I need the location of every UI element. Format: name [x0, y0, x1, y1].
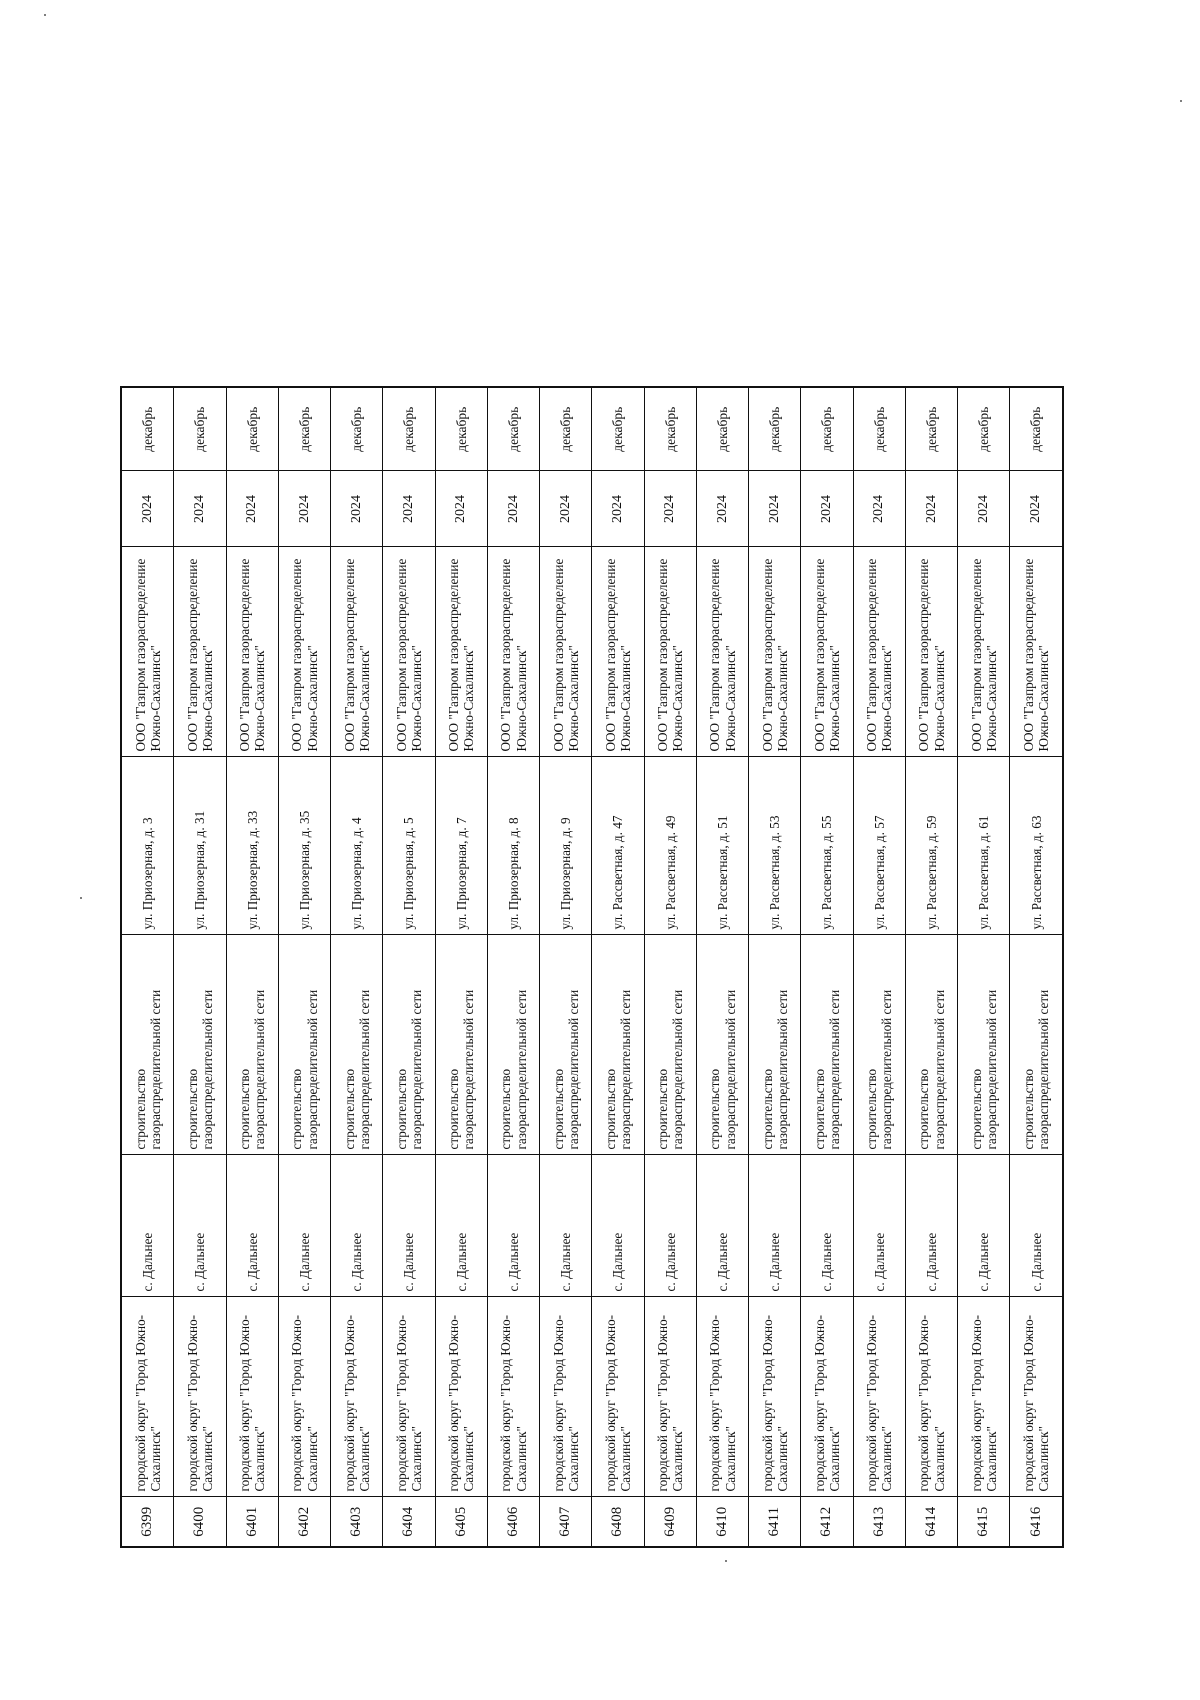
cell-work-type: строительство газораспределительной сети — [696, 935, 748, 1155]
cell-work-type: строительство газораспределительной сети — [905, 935, 957, 1155]
cell-locality: с. Дальнее — [905, 1155, 957, 1297]
cell-number: 6411 — [749, 1497, 801, 1547]
cell-year: 2024 — [905, 471, 957, 547]
cell-owner: ООО "Газпром газораспределение Южно-Сахалинск" — [278, 547, 330, 757]
cell-work-type: строительство газораспределительной сети — [592, 935, 644, 1155]
cell-municipality: городской округ "Город Южно-Сахалинск" — [958, 1297, 1010, 1497]
cell-locality: с. Дальнее — [487, 1155, 539, 1297]
cell-year: 2024 — [853, 471, 905, 547]
cell-owner: ООО "Газпром газораспределение Южно-Сахалинск" — [905, 547, 957, 757]
cell-month: декабрь — [174, 387, 226, 471]
cell-year: 2024 — [121, 471, 174, 547]
register-table — [120, 386, 1064, 1548]
table-row — [331, 387, 383, 1547]
cell-number: 6407 — [540, 1497, 592, 1547]
cell-number: 6413 — [853, 1497, 905, 1547]
cell-owner: ООО "Газпром газораспределение Южно-Сахалинск" — [121, 547, 174, 757]
cell-year: 2024 — [174, 471, 226, 547]
table-row — [958, 387, 1010, 1547]
cell-work-type: строительство газораспределительной сети — [331, 935, 383, 1155]
cell-municipality: городской округ "Город Южно-Сахалинск" — [801, 1297, 853, 1497]
cell-month: декабрь — [331, 387, 383, 471]
cell-municipality: городской округ "Город Южно-Сахалинск" — [540, 1297, 592, 1497]
table-row — [435, 387, 487, 1547]
cell-municipality: городской округ "Город Южно-Сахалинск" — [696, 1297, 748, 1497]
cell-work-type: строительство газораспределительной сети — [749, 935, 801, 1155]
cell-work-type: строительство газораспределительной сети — [174, 935, 226, 1155]
cell-municipality: городской округ "Город Южно-Сахалинск" — [121, 1297, 174, 1497]
cell-municipality: городской округ "Город Южно-Сахалинск" — [749, 1297, 801, 1497]
scan-speck — [725, 1560, 727, 1562]
cell-locality: с. Дальнее — [226, 1155, 278, 1297]
cell-owner: ООО "Газпром газораспределение Южно-Сахалинск" — [540, 547, 592, 757]
cell-address: ул. Приозерная, д. 3 — [121, 757, 174, 935]
scan-speck — [1180, 100, 1182, 102]
cell-locality: с. Дальнее — [383, 1155, 435, 1297]
cell-locality: с. Дальнее — [278, 1155, 330, 1297]
cell-owner: ООО "Газпром газораспределение Южно-Сахалинск" — [592, 547, 644, 757]
cell-work-type: строительство газораспределительной сети — [487, 935, 539, 1155]
table-row — [278, 387, 330, 1547]
cell-number: 6416 — [1010, 1497, 1063, 1547]
cell-address: ул. Приозерная, д. 9 — [540, 757, 592, 935]
cell-number: 6409 — [644, 1497, 696, 1547]
cell-number: 6414 — [905, 1497, 957, 1547]
cell-year: 2024 — [801, 471, 853, 547]
cell-municipality: городской округ "Город Южно-Сахалинск" — [487, 1297, 539, 1497]
cell-owner: ООО "Газпром газораспределение Южно-Сахалинск" — [853, 547, 905, 757]
cell-month: декабрь — [121, 387, 174, 471]
cell-number: 6404 — [383, 1497, 435, 1547]
table-row — [749, 387, 801, 1547]
cell-number: 6402 — [278, 1497, 330, 1547]
cell-locality: с. Дальнее — [853, 1155, 905, 1297]
cell-address: ул. Рассветная, д. 57 — [853, 757, 905, 935]
cell-address: ул. Рассветная, д. 47 — [592, 757, 644, 935]
cell-work-type: строительство газораспределительной сети — [801, 935, 853, 1155]
cell-address: ул. Рассветная, д. 63 — [1010, 757, 1063, 935]
cell-owner: ООО "Газпром газораспределение Южно-Сахалинск" — [1010, 547, 1063, 757]
cell-locality: с. Дальнее — [435, 1155, 487, 1297]
cell-year: 2024 — [278, 471, 330, 547]
cell-month: декабрь — [853, 387, 905, 471]
cell-number: 6400 — [174, 1497, 226, 1547]
cell-address: ул. Рассветная, д. 55 — [801, 757, 853, 935]
table-row — [644, 387, 696, 1547]
cell-month: декабрь — [644, 387, 696, 471]
table-row — [592, 387, 644, 1547]
table-row — [121, 387, 174, 1547]
cell-address: ул. Рассветная, д. 53 — [749, 757, 801, 935]
cell-work-type: строительство газораспределительной сети — [226, 935, 278, 1155]
table-row — [383, 387, 435, 1547]
cell-work-type: строительство газораспределительной сети — [644, 935, 696, 1155]
cell-address: ул. Рассветная, д. 61 — [958, 757, 1010, 935]
cell-month: декабрь — [487, 387, 539, 471]
cell-owner: ООО "Газпром газораспределение Южно-Сахалинск" — [749, 547, 801, 757]
table-body — [121, 387, 1063, 1547]
cell-municipality: городской округ "Город Южно-Сахалинск" — [278, 1297, 330, 1497]
cell-month: декабрь — [592, 387, 644, 471]
table-row — [905, 387, 957, 1547]
cell-year: 2024 — [1010, 471, 1063, 547]
cell-number: 6403 — [331, 1497, 383, 1547]
cell-locality: с. Дальнее — [331, 1155, 383, 1297]
cell-year: 2024 — [540, 471, 592, 547]
cell-owner: ООО "Газпром газораспределение Южно-Сахалинск" — [696, 547, 748, 757]
cell-address: ул. Рассветная, д. 59 — [905, 757, 957, 935]
cell-municipality: городской округ "Город Южно-Сахалинск" — [435, 1297, 487, 1497]
cell-work-type: строительство газораспределительной сети — [540, 935, 592, 1155]
cell-month: декабрь — [540, 387, 592, 471]
cell-locality: с. Дальнее — [958, 1155, 1010, 1297]
cell-locality: с. Дальнее — [540, 1155, 592, 1297]
cell-locality: с. Дальнее — [801, 1155, 853, 1297]
cell-number: 6415 — [958, 1497, 1010, 1547]
cell-work-type: строительство газораспределительной сети — [435, 935, 487, 1155]
scan-speck — [80, 897, 82, 899]
cell-owner: ООО "Газпром газораспределение Южно-Сахалинск" — [487, 547, 539, 757]
cell-address: ул. Приозерная, д. 5 — [383, 757, 435, 935]
cell-work-type: строительство газораспределительной сети — [278, 935, 330, 1155]
cell-year: 2024 — [592, 471, 644, 547]
cell-address: ул. Рассветная, д. 49 — [644, 757, 696, 935]
cell-owner: ООО "Газпром газораспределение Южно-Сахалинск" — [174, 547, 226, 757]
cell-address: ул. Приозерная, д. 7 — [435, 757, 487, 935]
cell-number: 6410 — [696, 1497, 748, 1547]
cell-month: декабрь — [226, 387, 278, 471]
cell-number: 6408 — [592, 1497, 644, 1547]
cell-year: 2024 — [696, 471, 748, 547]
cell-number: 6405 — [435, 1497, 487, 1547]
cell-owner: ООО "Газпром газораспределение Южно-Сахалинск" — [644, 547, 696, 757]
rotated-page — [120, 388, 1064, 1548]
cell-year: 2024 — [331, 471, 383, 547]
cell-year: 2024 — [644, 471, 696, 547]
cell-month: декабрь — [383, 387, 435, 471]
table-row — [487, 387, 539, 1547]
cell-locality: с. Дальнее — [121, 1155, 174, 1297]
table-row — [853, 387, 905, 1547]
cell-work-type: строительство газораспределительной сети — [383, 935, 435, 1155]
cell-municipality: городской округ "Город Южно-Сахалинск" — [226, 1297, 278, 1497]
cell-municipality: городской округ "Город Южно-Сахалинск" — [383, 1297, 435, 1497]
cell-month: декабрь — [1010, 387, 1063, 471]
cell-number: 6406 — [487, 1497, 539, 1547]
scan-speck — [44, 14, 46, 16]
cell-municipality: городской округ "Город Южно-Сахалинск" — [592, 1297, 644, 1497]
cell-owner: ООО "Газпром газораспределение Южно-Сахалинск" — [383, 547, 435, 757]
cell-year: 2024 — [383, 471, 435, 547]
table-row — [1010, 387, 1063, 1547]
cell-municipality: городской округ "Город Южно-Сахалинск" — [905, 1297, 957, 1497]
cell-month: декабрь — [801, 387, 853, 471]
cell-address: ул. Приозерная, д. 33 — [226, 757, 278, 935]
cell-month: декабрь — [749, 387, 801, 471]
cell-locality: с. Дальнее — [749, 1155, 801, 1297]
table-row — [540, 387, 592, 1547]
cell-month: декабрь — [278, 387, 330, 471]
cell-locality: с. Дальнее — [1010, 1155, 1063, 1297]
cell-locality: с. Дальнее — [592, 1155, 644, 1297]
cell-number: 6412 — [801, 1497, 853, 1547]
cell-month: декабрь — [696, 387, 748, 471]
cell-number: 6401 — [226, 1497, 278, 1547]
table-row — [226, 387, 278, 1547]
cell-address: ул. Приозерная, д. 31 — [174, 757, 226, 935]
cell-year: 2024 — [487, 471, 539, 547]
cell-locality: с. Дальнее — [644, 1155, 696, 1297]
cell-owner: ООО "Газпром газораспределение Южно-Сахалинск" — [435, 547, 487, 757]
cell-owner: ООО "Газпром газораспределение Южно-Сахалинск" — [331, 547, 383, 757]
cell-locality: с. Дальнее — [696, 1155, 748, 1297]
cell-owner: ООО "Газпром газораспределение Южно-Сахалинск" — [958, 547, 1010, 757]
cell-year: 2024 — [958, 471, 1010, 547]
cell-address: ул. Приозерная, д. 4 — [331, 757, 383, 935]
cell-month: декабрь — [958, 387, 1010, 471]
cell-locality: с. Дальнее — [174, 1155, 226, 1297]
cell-municipality: городской округ "Город Южно-Сахалинск" — [331, 1297, 383, 1497]
cell-month: декабрь — [435, 387, 487, 471]
cell-work-type: строительство газораспределительной сети — [121, 935, 174, 1155]
cell-owner: ООО "Газпром газораспределение Южно-Сахалинск" — [801, 547, 853, 757]
cell-work-type: строительство газораспределительной сети — [958, 935, 1010, 1155]
cell-work-type: строительство газораспределительной сети — [853, 935, 905, 1155]
table-row — [174, 387, 226, 1547]
table-row — [801, 387, 853, 1547]
cell-year: 2024 — [435, 471, 487, 547]
cell-year: 2024 — [749, 471, 801, 547]
cell-year: 2024 — [226, 471, 278, 547]
cell-owner: ООО "Газпром газораспределение Южно-Сахалинск" — [226, 547, 278, 757]
cell-municipality: городской округ "Город Южно-Сахалинск" — [174, 1297, 226, 1497]
cell-municipality: городской округ "Город Южно-Сахалинск" — [644, 1297, 696, 1497]
table-row — [696, 387, 748, 1547]
cell-municipality: городской округ "Город Южно-Сахалинск" — [853, 1297, 905, 1497]
cell-work-type: строительство газораспределительной сети — [1010, 935, 1063, 1155]
cell-municipality: городской округ "Город Южно-Сахалинск" — [1010, 1297, 1063, 1497]
cell-address: ул. Приозерная, д. 8 — [487, 757, 539, 935]
cell-number: 6399 — [121, 1497, 174, 1547]
cell-address: ул. Приозерная, д. 35 — [278, 757, 330, 935]
cell-month: декабрь — [905, 387, 957, 471]
cell-address: ул. Рассветная, д. 51 — [696, 757, 748, 935]
